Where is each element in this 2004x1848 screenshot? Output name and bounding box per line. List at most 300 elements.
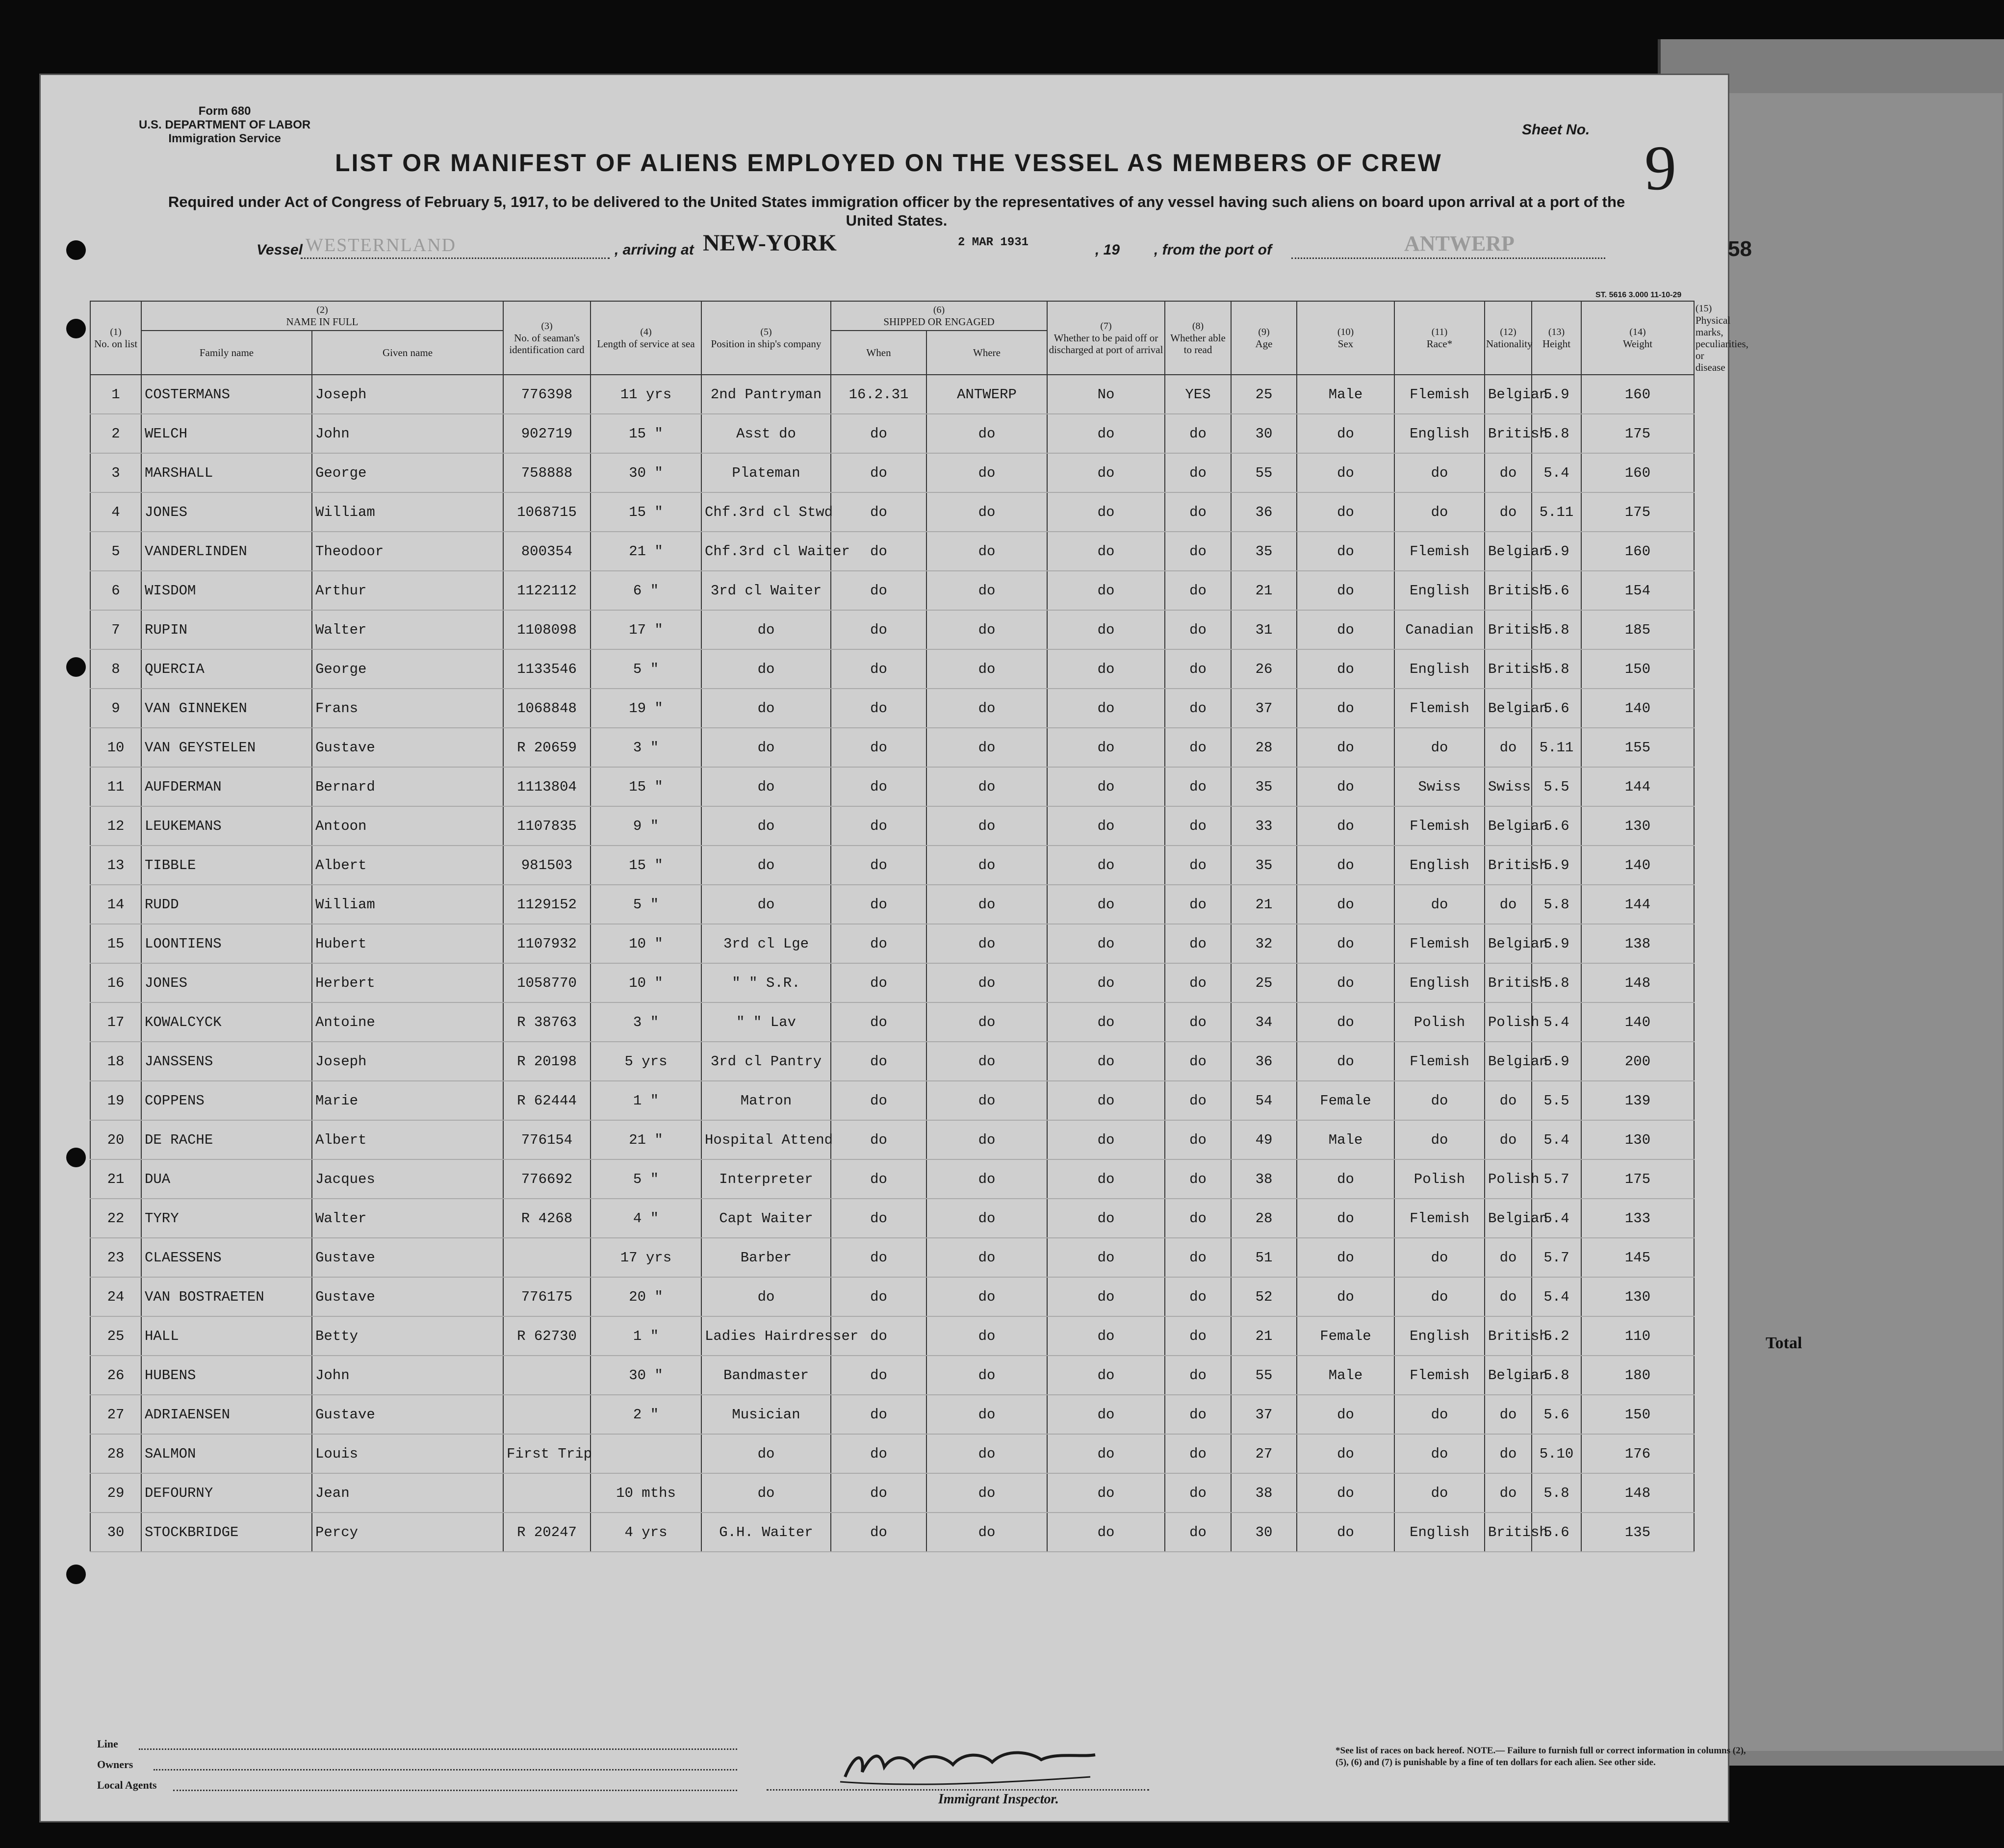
cell-position: Barber	[701, 1238, 831, 1277]
cell-nat: do	[1485, 453, 1532, 492]
cell-read: do	[1165, 689, 1231, 728]
cell-family: LOONTIENS	[141, 924, 312, 963]
cell-nat: do	[1485, 885, 1532, 924]
manifest-page	[39, 74, 1752, 1822]
cell-no: 28	[90, 1434, 141, 1473]
sheet-label: Sheet No.	[1522, 122, 1590, 138]
cell-service: 6 "	[591, 571, 701, 610]
cell-position: do	[701, 885, 831, 924]
cell-position: do	[701, 846, 831, 885]
col-num: (1)	[110, 327, 122, 337]
col-sex-header	[1297, 301, 1394, 375]
cell-read: do	[1165, 1316, 1231, 1356]
cell-height: 5.4	[1532, 1002, 1581, 1042]
table-row	[90, 453, 1694, 492]
cell-where: do	[926, 1513, 1047, 1552]
cell-no: 27	[90, 1395, 141, 1434]
cell-no: 9	[90, 689, 141, 728]
cell-nat: British	[1485, 649, 1532, 689]
cell-where: do	[926, 963, 1047, 1002]
cell-no: 13	[90, 846, 141, 885]
cell-when: do	[831, 1513, 926, 1552]
cell-when: do	[831, 1473, 926, 1513]
cell-position: do	[701, 1277, 831, 1316]
col-num: (9)	[1258, 327, 1270, 337]
cell-position: do	[701, 767, 831, 806]
cell-given: Joseph	[312, 1042, 503, 1081]
cell-card: 758888	[503, 453, 591, 492]
cell-given: Percy	[312, 1513, 503, 1552]
col-num: (3)	[541, 321, 553, 332]
cell-age: 35	[1231, 767, 1297, 806]
cell-height: 5.9	[1532, 846, 1581, 885]
cell-read: do	[1165, 532, 1231, 571]
cell-service: 17 "	[591, 610, 701, 649]
cell-race: Polish	[1394, 1002, 1485, 1042]
cell-given: Marie	[312, 1081, 503, 1120]
cell-sex: Female	[1297, 1081, 1394, 1120]
cell-card: 1113804	[503, 767, 591, 806]
cell-nat: Belgian	[1485, 532, 1532, 571]
cell-nat: British	[1485, 414, 1532, 453]
col-num: (8)	[1192, 321, 1204, 332]
cell-sex: do	[1297, 414, 1394, 453]
cell-family: TIBBLE	[141, 846, 312, 885]
table-row	[90, 1002, 1694, 1042]
cell-card: R 38763	[503, 1002, 591, 1042]
col-where-header: Where	[926, 331, 1047, 375]
cell-card	[503, 1395, 591, 1434]
cell-where: do	[926, 1120, 1047, 1159]
cell-no: 19	[90, 1081, 141, 1120]
sheet-number: 9	[1644, 133, 1676, 204]
col-num: (13)	[1548, 327, 1565, 337]
cell-when: do	[831, 1277, 926, 1316]
col-num: (5)	[760, 327, 772, 337]
cell-sex: do	[1297, 649, 1394, 689]
cell-no: 26	[90, 1356, 141, 1395]
line-label: Line	[97, 1738, 118, 1750]
cell-race: do	[1394, 1120, 1485, 1159]
cell-weight: 175	[1581, 1159, 1694, 1199]
cell-weight: 130	[1581, 806, 1694, 846]
cell-age: 25	[1231, 963, 1297, 1002]
year-label: , 19	[1095, 242, 1120, 258]
cell-height: 5.9	[1532, 532, 1581, 571]
cell-when: do	[831, 728, 926, 767]
cell-race: Flemish	[1394, 1042, 1485, 1081]
cell-paid: do	[1047, 610, 1165, 649]
cell-weight: 155	[1581, 728, 1694, 767]
cell-card: 800354	[503, 532, 591, 571]
cell-read: do	[1165, 806, 1231, 846]
cell-race: Flemish	[1394, 1199, 1485, 1238]
cell-no: 2	[90, 414, 141, 453]
cell-position: do	[701, 1473, 831, 1513]
inspector-dotline	[767, 1789, 1149, 1791]
cell-age: 35	[1231, 846, 1297, 885]
cell-no: 3	[90, 453, 141, 492]
cell-height: 5.6	[1532, 1395, 1581, 1434]
cell-given: Albert	[312, 846, 503, 885]
cell-service: 20 "	[591, 1277, 701, 1316]
cell-given: Frans	[312, 689, 503, 728]
cell-when: do	[831, 767, 926, 806]
cell-given: Antoine	[312, 1002, 503, 1042]
col-height-header	[1532, 301, 1581, 375]
cell-position: do	[701, 1434, 831, 1473]
cell-sex: do	[1297, 1434, 1394, 1473]
cell-when: do	[831, 649, 926, 689]
cell-weight: 176	[1581, 1434, 1694, 1473]
cell-paid: do	[1047, 1002, 1165, 1042]
cell-nat: do	[1485, 1081, 1532, 1120]
cell-race: Flemish	[1394, 532, 1485, 571]
table-row	[90, 1199, 1694, 1238]
col-card-header	[503, 301, 591, 375]
col-num: (2)	[316, 305, 328, 315]
cell-where: do	[926, 1199, 1047, 1238]
agents-dotline	[173, 1790, 737, 1791]
punch-hole	[66, 1565, 86, 1584]
cell-where: do	[926, 453, 1047, 492]
col-read-header	[1165, 301, 1231, 375]
back-sheet-2	[1707, 93, 2003, 1751]
cell-age: 30	[1231, 414, 1297, 453]
cell-family: TYRY	[141, 1199, 312, 1238]
cell-card: 776692	[503, 1159, 591, 1199]
cell-position: Matron	[701, 1081, 831, 1120]
cell-where: do	[926, 649, 1047, 689]
cell-nat: Belgian	[1485, 1356, 1532, 1395]
table-row	[90, 1120, 1694, 1159]
cell-where: do	[926, 1395, 1047, 1434]
cell-where: do	[926, 571, 1047, 610]
cell-weight: 175	[1581, 414, 1694, 453]
cell-sex: do	[1297, 1238, 1394, 1277]
cell-family: VANDERLINDEN	[141, 532, 312, 571]
cell-service: 4 yrs	[591, 1513, 701, 1552]
cell-family: HUBENS	[141, 1356, 312, 1395]
cell-height: 5.6	[1532, 806, 1581, 846]
cell-service: 4 "	[591, 1199, 701, 1238]
cell-race: do	[1394, 1473, 1485, 1513]
cell-no: 24	[90, 1277, 141, 1316]
cell-when: do	[831, 1395, 926, 1434]
cell-sex: do	[1297, 963, 1394, 1002]
cell-position: do	[701, 649, 831, 689]
cell-height: 5.8	[1532, 885, 1581, 924]
cell-service: 5 "	[591, 1159, 701, 1199]
cell-weight: 150	[1581, 1395, 1694, 1434]
table-row	[90, 806, 1694, 846]
cell-position: Capt Waiter	[701, 1199, 831, 1238]
cell-family: LEUKEMANS	[141, 806, 312, 846]
from-port: ANTWERP	[1404, 231, 1515, 256]
cell-no: 5	[90, 532, 141, 571]
cell-card: 1058770	[503, 963, 591, 1002]
cell-when: do	[831, 414, 926, 453]
cell-read: YES	[1165, 375, 1231, 414]
cell-no: 6	[90, 571, 141, 610]
cell-read: do	[1165, 571, 1231, 610]
cell-when: 16.2.31	[831, 375, 926, 414]
cell-sex: do	[1297, 532, 1394, 571]
cell-read: do	[1165, 1395, 1231, 1434]
cell-no: 21	[90, 1159, 141, 1199]
cell-position: 3rd cl Pantry	[701, 1042, 831, 1081]
owners-label: Owners	[97, 1758, 133, 1771]
col-service-header	[591, 301, 701, 375]
cell-card: 1068848	[503, 689, 591, 728]
cell-paid: do	[1047, 689, 1165, 728]
cell-sex: Male	[1297, 1120, 1394, 1159]
cell-card: 776154	[503, 1120, 591, 1159]
cell-age: 55	[1231, 1356, 1297, 1395]
col-shipped-header	[831, 301, 1047, 331]
col-num: (12)	[1500, 327, 1516, 337]
cell-sex: do	[1297, 924, 1394, 963]
cell-card: 981503	[503, 846, 591, 885]
cell-nat: Belgian	[1485, 1042, 1532, 1081]
cell-weight: 154	[1581, 571, 1694, 610]
cell-when: do	[831, 571, 926, 610]
cell-family: DE RACHE	[141, 1120, 312, 1159]
cell-weight: 130	[1581, 1277, 1694, 1316]
cell-age: 21	[1231, 571, 1297, 610]
cell-given: Bernard	[312, 767, 503, 806]
cell-paid: do	[1047, 1238, 1165, 1277]
cell-card: 1133546	[503, 649, 591, 689]
cell-age: 31	[1231, 610, 1297, 649]
cell-given: William	[312, 885, 503, 924]
cell-card: 776175	[503, 1277, 591, 1316]
cell-race: do	[1394, 728, 1485, 767]
cell-weight: 160	[1581, 375, 1694, 414]
cell-position: Musician	[701, 1395, 831, 1434]
cell-read: do	[1165, 414, 1231, 453]
cell-age: 37	[1231, 1395, 1297, 1434]
cell-nat: Belgian	[1485, 689, 1532, 728]
cell-nat: Swiss	[1485, 767, 1532, 806]
cell-paid: do	[1047, 767, 1165, 806]
cell-nat: Belgian	[1485, 924, 1532, 963]
cell-no: 17	[90, 1002, 141, 1042]
cell-height: 5.10	[1532, 1434, 1581, 1473]
cell-no: 23	[90, 1238, 141, 1277]
cell-family: ADRIAENSEN	[141, 1395, 312, 1434]
cell-age: 52	[1231, 1277, 1297, 1316]
cell-weight: 130	[1581, 1120, 1694, 1159]
cell-no: 22	[90, 1199, 141, 1238]
cell-no: 18	[90, 1042, 141, 1081]
cell-race: Flemish	[1394, 689, 1485, 728]
cell-sex: do	[1297, 1159, 1394, 1199]
col-num: (4)	[640, 327, 652, 337]
cell-service: 5 "	[591, 885, 701, 924]
cell-given: Albert	[312, 1120, 503, 1159]
cell-read: do	[1165, 1434, 1231, 1473]
cell-height: 5.7	[1532, 1238, 1581, 1277]
table-row	[90, 492, 1694, 532]
table-row	[90, 1513, 1694, 1552]
cell-height: 5.8	[1532, 649, 1581, 689]
cell-paid: do	[1047, 1434, 1165, 1473]
punch-hole	[66, 240, 86, 260]
cell-age: 28	[1231, 728, 1297, 767]
col-label: Height	[1542, 338, 1571, 350]
cell-weight: 135	[1581, 1513, 1694, 1552]
cell-card: R 20198	[503, 1042, 591, 1081]
col-label: Whether able to read	[1170, 332, 1226, 356]
inspector-signature	[835, 1738, 1110, 1792]
col-label: Sex	[1337, 338, 1354, 350]
cell-race: Flemish	[1394, 1356, 1485, 1395]
cell-no: 30	[90, 1513, 141, 1552]
cell-card: R 20247	[503, 1513, 591, 1552]
table-row	[90, 689, 1694, 728]
cell-card: 1122112	[503, 571, 591, 610]
table-row	[90, 963, 1694, 1002]
cell-no: 14	[90, 885, 141, 924]
cell-no: 15	[90, 924, 141, 963]
cell-nat: British	[1485, 846, 1532, 885]
cell-nat: do	[1485, 1120, 1532, 1159]
cell-service: 2 "	[591, 1395, 701, 1434]
cell-height: 5.9	[1532, 375, 1581, 414]
cell-nat: British	[1485, 610, 1532, 649]
cell-family: VAN GEYSTELEN	[141, 728, 312, 767]
manifest-rows	[90, 375, 1694, 1552]
cell-age: 26	[1231, 649, 1297, 689]
cell-height: 5.8	[1532, 610, 1581, 649]
cell-nat: do	[1485, 1277, 1532, 1316]
cell-height: 5.9	[1532, 1042, 1581, 1081]
cell-service: 19 "	[591, 689, 701, 728]
vessel-dotline	[301, 257, 610, 259]
table-row	[90, 375, 1694, 414]
cell-service: 10 "	[591, 924, 701, 963]
cell-where: do	[926, 924, 1047, 963]
cell-given: Louis	[312, 1434, 503, 1473]
cell-age: 33	[1231, 806, 1297, 846]
cell-paid: do	[1047, 1316, 1165, 1356]
cell-paid: do	[1047, 1120, 1165, 1159]
cell-card: 1068715	[503, 492, 591, 532]
cell-where: do	[926, 532, 1047, 571]
cell-weight: 160	[1581, 532, 1694, 571]
cell-position: Hospital Attend	[701, 1120, 831, 1159]
cell-where: do	[926, 1159, 1047, 1199]
cell-height: 5.9	[1532, 924, 1581, 963]
col-num: (14)	[1629, 327, 1646, 337]
cell-height: 5.6	[1532, 571, 1581, 610]
table-row	[90, 1277, 1694, 1316]
cell-position: Plateman	[701, 453, 831, 492]
cell-sex: do	[1297, 728, 1394, 767]
cell-no: 12	[90, 806, 141, 846]
from-port-label: , from the port of	[1154, 242, 1272, 258]
cell-when: do	[831, 1042, 926, 1081]
cell-given: John	[312, 1356, 503, 1395]
cell-read: do	[1165, 924, 1231, 963]
col-label: No. of seaman's identification card	[509, 332, 585, 356]
col-num: (10)	[1337, 327, 1354, 337]
cell-paid: do	[1047, 1395, 1165, 1434]
col-num: (6)	[933, 305, 945, 315]
cell-race: Flemish	[1394, 806, 1485, 846]
table-row	[90, 1395, 1694, 1434]
cell-paid: do	[1047, 885, 1165, 924]
cell-service: 5 "	[591, 649, 701, 689]
cell-race: do	[1394, 1081, 1485, 1120]
table-row	[90, 1473, 1694, 1513]
cell-age: 21	[1231, 885, 1297, 924]
cell-when: do	[831, 1120, 926, 1159]
cell-race: do	[1394, 885, 1485, 924]
cell-family: VAN GINNEKEN	[141, 689, 312, 728]
page-subtitle: Required under Act of Congress of February 5, 1917, to be delivered to the United States immigration officer by the representatives of any vessel having such aliens on board upon arrival at a port of the United States.	[168, 193, 1625, 229]
cell-paid: do	[1047, 1473, 1165, 1513]
cell-sex: Male	[1297, 375, 1394, 414]
cell-given: Antoon	[312, 806, 503, 846]
cell-age: 30	[1231, 1513, 1297, 1552]
total-label: Total	[1766, 1334, 1802, 1352]
corner-number: 58	[1728, 237, 1752, 261]
cell-weight: 175	[1581, 492, 1694, 532]
cell-height: 5.11	[1532, 492, 1581, 532]
cell-nat: do	[1485, 1238, 1532, 1277]
cell-nat: British	[1485, 1316, 1532, 1356]
cell-service	[591, 1434, 701, 1473]
cell-paid: do	[1047, 1081, 1165, 1120]
cell-where: do	[926, 1002, 1047, 1042]
cell-card: R 62730	[503, 1316, 591, 1356]
cell-sex: do	[1297, 1395, 1394, 1434]
cell-race: do	[1394, 1238, 1485, 1277]
cell-when: do	[831, 492, 926, 532]
cell-nat: British	[1485, 963, 1532, 1002]
table-row	[90, 885, 1694, 924]
cell-given: George	[312, 453, 503, 492]
cell-sex: do	[1297, 571, 1394, 610]
cell-when: do	[831, 885, 926, 924]
col-given-header: Given name	[312, 331, 503, 375]
cell-age: 36	[1231, 1042, 1297, 1081]
cell-where: do	[926, 728, 1047, 767]
cell-family: MARSHALL	[141, 453, 312, 492]
cell-service: 9 "	[591, 806, 701, 846]
cell-sex: do	[1297, 1473, 1394, 1513]
cell-given: Betty	[312, 1316, 503, 1356]
cell-nat: British	[1485, 1513, 1532, 1552]
cell-where: do	[926, 492, 1047, 532]
cell-weight: 144	[1581, 885, 1694, 924]
cell-where: do	[926, 846, 1047, 885]
cell-no: 16	[90, 963, 141, 1002]
cell-race: English	[1394, 846, 1485, 885]
cell-where: do	[926, 806, 1047, 846]
cell-race: do	[1394, 492, 1485, 532]
col-family-header: Family name	[141, 331, 312, 375]
cell-given: George	[312, 649, 503, 689]
col-label: NAME IN FULL	[286, 316, 359, 328]
cell-given: Gustave	[312, 1277, 503, 1316]
cell-age: 34	[1231, 1002, 1297, 1042]
cell-sex: do	[1297, 689, 1394, 728]
cell-paid: do	[1047, 414, 1165, 453]
col-label: No. on list	[94, 338, 138, 350]
